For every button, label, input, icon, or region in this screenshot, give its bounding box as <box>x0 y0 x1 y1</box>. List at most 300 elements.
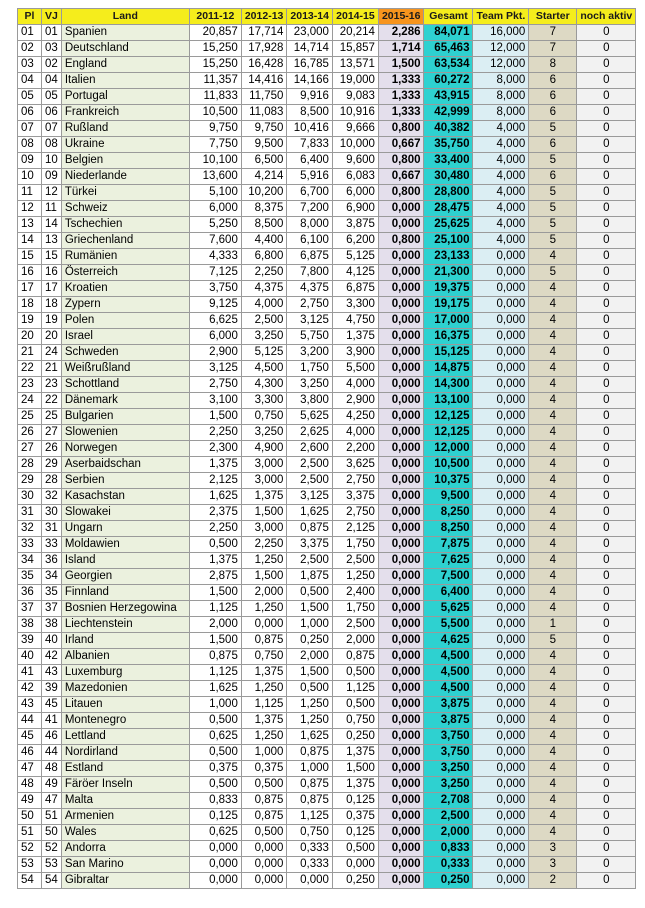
rank-cell: 40 <box>18 649 42 665</box>
table-row[interactable] <box>18 681 636 697</box>
season-2015-16-cell: 0,000 <box>378 457 424 473</box>
season-2015-16-cell: 0,000 <box>378 217 424 233</box>
total-cell: 2,708 <box>424 793 473 809</box>
total-cell: 5,500 <box>424 617 473 633</box>
rank-cell: 51 <box>18 825 42 841</box>
table-row[interactable] <box>18 553 636 569</box>
season-2011-12-cell: 15,250 <box>189 57 241 73</box>
country-cell: Rußland <box>61 121 189 137</box>
season-2015-16-cell: 0,000 <box>378 201 424 217</box>
season-2012-13-cell: 3,000 <box>241 473 287 489</box>
team-points-cell: 0,000 <box>473 761 529 777</box>
season-2013-14-cell: 2,500 <box>287 473 333 489</box>
season-2011-12-cell: 1,500 <box>189 633 241 649</box>
country-cell: Finnland <box>61 585 189 601</box>
starter-cell: 4 <box>529 585 577 601</box>
header-vj[interactable]: VJ <box>42 9 62 25</box>
prev-rank-cell: 47 <box>42 793 62 809</box>
season-2011-12-cell: 0,500 <box>189 745 241 761</box>
season-2014-15-cell: 1,500 <box>332 761 378 777</box>
season-2012-13-cell: 10,200 <box>241 185 287 201</box>
season-2012-13-cell: 0,000 <box>241 873 287 889</box>
season-2015-16-cell: 1,500 <box>378 57 424 73</box>
table-row[interactable] <box>18 873 636 889</box>
season-2012-13-cell: 1,250 <box>241 681 287 697</box>
season-2012-13-cell: 1,125 <box>241 697 287 713</box>
table-row[interactable] <box>18 121 636 137</box>
table-row[interactable] <box>18 377 636 393</box>
still-active-cell: 0 <box>577 601 636 617</box>
table-row[interactable] <box>18 297 636 313</box>
season-2014-15-cell: 3,375 <box>332 489 378 505</box>
season-2012-13-cell: 2,500 <box>241 313 287 329</box>
season-2011-12-cell: 2,125 <box>189 473 241 489</box>
country-cell: Färöer Inseln <box>61 777 189 793</box>
table-row[interactable] <box>18 425 636 441</box>
starter-cell: 5 <box>529 153 577 169</box>
season-2012-13-cell: 6,500 <box>241 153 287 169</box>
season-2011-12-cell: 0,000 <box>189 857 241 873</box>
header-noch-aktiv[interactable]: noch aktiv <box>577 9 636 25</box>
table-row[interactable] <box>18 713 636 729</box>
total-cell: 7,625 <box>424 553 473 569</box>
season-2015-16-cell: 1,333 <box>378 73 424 89</box>
season-2011-12-cell: 11,357 <box>189 73 241 89</box>
rank-cell: 45 <box>18 729 42 745</box>
season-2013-14-cell: 0,875 <box>287 777 333 793</box>
season-2011-12-cell: 6,000 <box>189 201 241 217</box>
header-starter[interactable]: Starter <box>529 9 577 25</box>
rank-cell: 16 <box>18 265 42 281</box>
table-row[interactable] <box>18 153 636 169</box>
still-active-cell: 0 <box>577 681 636 697</box>
season-2015-16-cell: 0,000 <box>378 793 424 809</box>
table-row[interactable] <box>18 73 636 89</box>
prev-rank-cell: 04 <box>42 73 62 89</box>
header-2013-14[interactable]: 2013-14 <box>287 9 333 25</box>
season-2012-13-cell: 16,428 <box>241 57 287 73</box>
season-2011-12-cell: 7,750 <box>189 137 241 153</box>
team-points-cell: 0,000 <box>473 569 529 585</box>
season-2013-14-cell: 0,875 <box>287 793 333 809</box>
still-active-cell: 0 <box>577 473 636 489</box>
season-2014-15-cell: 2,500 <box>332 617 378 633</box>
header-land[interactable]: Land <box>61 9 189 25</box>
country-cell: Bulgarien <box>61 409 189 425</box>
rank-cell: 48 <box>18 777 42 793</box>
table-row[interactable] <box>18 105 636 121</box>
still-active-cell: 0 <box>577 713 636 729</box>
country-cell: Lettland <box>61 729 189 745</box>
season-2014-15-cell: 1,375 <box>332 777 378 793</box>
total-cell: 17,000 <box>424 313 473 329</box>
rank-cell: 32 <box>18 521 42 537</box>
table-row[interactable] <box>18 329 636 345</box>
table-row[interactable] <box>18 569 636 585</box>
table-row[interactable] <box>18 825 636 841</box>
starter-cell: 4 <box>529 697 577 713</box>
season-2012-13-cell: 9,500 <box>241 137 287 153</box>
season-2015-16-cell: 0,000 <box>378 313 424 329</box>
season-2011-12-cell: 0,500 <box>189 777 241 793</box>
season-2014-15-cell: 10,916 <box>332 105 378 121</box>
table-row[interactable] <box>18 409 636 425</box>
prev-rank-cell: 01 <box>42 25 62 41</box>
season-2013-14-cell: 0,750 <box>287 825 333 841</box>
table-row[interactable] <box>18 89 636 105</box>
season-2013-14-cell: 1,625 <box>287 729 333 745</box>
country-cell: Rumänien <box>61 249 189 265</box>
season-2014-15-cell: 3,900 <box>332 345 378 361</box>
total-cell: 2,500 <box>424 809 473 825</box>
header-gesamt[interactable]: Gesamt <box>424 9 473 25</box>
table-row[interactable] <box>18 601 636 617</box>
season-2011-12-cell: 1,125 <box>189 601 241 617</box>
season-2014-15-cell: 0,250 <box>332 729 378 745</box>
table-row[interactable] <box>18 585 636 601</box>
rank-cell: 34 <box>18 553 42 569</box>
season-2015-16-cell: 0,000 <box>378 777 424 793</box>
prev-rank-cell: 38 <box>42 617 62 633</box>
table-row[interactable] <box>18 217 636 233</box>
table-row[interactable] <box>18 633 636 649</box>
still-active-cell: 0 <box>577 697 636 713</box>
table-row[interactable] <box>18 137 636 153</box>
still-active-cell: 0 <box>577 361 636 377</box>
starter-cell: 5 <box>529 217 577 233</box>
total-cell: 40,382 <box>424 121 473 137</box>
table-row[interactable] <box>18 617 636 633</box>
table-row[interactable] <box>18 809 636 825</box>
season-2013-14-cell: 3,800 <box>287 393 333 409</box>
season-2011-12-cell: 0,500 <box>189 537 241 553</box>
prev-rank-cell: 19 <box>42 313 62 329</box>
still-active-cell: 0 <box>577 617 636 633</box>
rank-cell: 38 <box>18 617 42 633</box>
table-row[interactable] <box>18 729 636 745</box>
season-2012-13-cell: 0,750 <box>241 409 287 425</box>
country-cell: Deutschland <box>61 41 189 57</box>
table-row[interactable] <box>18 489 636 505</box>
season-2015-16-cell: 0,000 <box>378 505 424 521</box>
still-active-cell: 0 <box>577 25 636 41</box>
total-cell: 2,000 <box>424 825 473 841</box>
starter-cell: 4 <box>529 729 577 745</box>
table-row[interactable] <box>18 25 636 41</box>
still-active-cell: 0 <box>577 233 636 249</box>
country-cell: Österreich <box>61 265 189 281</box>
header-2015-16[interactable]: 2015-16 <box>378 9 424 25</box>
starter-cell: 4 <box>529 761 577 777</box>
still-active-cell: 0 <box>577 665 636 681</box>
total-cell: 3,875 <box>424 697 473 713</box>
still-active-cell: 0 <box>577 297 636 313</box>
season-2012-13-cell: 11,083 <box>241 105 287 121</box>
table-row[interactable] <box>18 361 636 377</box>
season-2014-15-cell: 0,875 <box>332 649 378 665</box>
team-points-cell: 0,000 <box>473 345 529 361</box>
still-active-cell: 0 <box>577 105 636 121</box>
header-2012-13[interactable]: 2012-13 <box>241 9 287 25</box>
rank-cell: 24 <box>18 393 42 409</box>
country-cell: Nordirland <box>61 745 189 761</box>
still-active-cell: 0 <box>577 585 636 601</box>
total-cell: 0,333 <box>424 857 473 873</box>
table-row[interactable] <box>18 233 636 249</box>
season-2015-16-cell: 0,000 <box>378 569 424 585</box>
season-2014-15-cell: 3,625 <box>332 457 378 473</box>
starter-cell: 5 <box>529 121 577 137</box>
starter-cell: 5 <box>529 185 577 201</box>
still-active-cell: 0 <box>577 857 636 873</box>
season-2011-12-cell: 11,833 <box>189 89 241 105</box>
still-active-cell: 0 <box>577 809 636 825</box>
prev-rank-cell: 29 <box>42 457 62 473</box>
season-2015-16-cell: 0,667 <box>378 169 424 185</box>
table-row[interactable] <box>18 345 636 361</box>
table-row[interactable] <box>18 841 636 857</box>
table-row[interactable] <box>18 281 636 297</box>
season-2015-16-cell: 0,000 <box>378 473 424 489</box>
total-cell: 9,500 <box>424 489 473 505</box>
still-active-cell: 0 <box>577 441 636 457</box>
season-2012-13-cell: 0,875 <box>241 793 287 809</box>
season-2012-13-cell: 2,000 <box>241 585 287 601</box>
country-cell: Aserbaidschan <box>61 457 189 473</box>
season-2012-13-cell: 3,250 <box>241 425 287 441</box>
season-2011-12-cell: 0,000 <box>189 841 241 857</box>
season-2011-12-cell: 10,500 <box>189 105 241 121</box>
starter-cell: 4 <box>529 601 577 617</box>
table-row[interactable] <box>18 649 636 665</box>
total-cell: 3,750 <box>424 745 473 761</box>
starter-cell: 4 <box>529 393 577 409</box>
country-cell: Armenien <box>61 809 189 825</box>
prev-rank-cell: 32 <box>42 489 62 505</box>
starter-cell: 4 <box>529 521 577 537</box>
starter-cell: 4 <box>529 569 577 585</box>
starter-cell: 4 <box>529 377 577 393</box>
season-2013-14-cell: 1,500 <box>287 601 333 617</box>
season-2011-12-cell: 5,100 <box>189 185 241 201</box>
team-points-cell: 0,000 <box>473 729 529 745</box>
country-cell: Polen <box>61 313 189 329</box>
total-cell: 12,125 <box>424 425 473 441</box>
table-row[interactable] <box>18 185 636 201</box>
season-2011-12-cell: 1,375 <box>189 457 241 473</box>
season-2015-16-cell: 0,000 <box>378 617 424 633</box>
header-team-pkt[interactable]: Team Pkt. <box>473 9 529 25</box>
starter-cell: 4 <box>529 649 577 665</box>
rank-cell: 06 <box>18 105 42 121</box>
season-2011-12-cell: 9,125 <box>189 297 241 313</box>
total-cell: 33,400 <box>424 153 473 169</box>
country-cell: Ukraine <box>61 137 189 153</box>
season-2014-15-cell: 15,857 <box>332 41 378 57</box>
country-cell: Wales <box>61 825 189 841</box>
country-cell: Island <box>61 553 189 569</box>
header-pl[interactable]: Pl <box>18 9 42 25</box>
country-cell: Luxemburg <box>61 665 189 681</box>
table-row[interactable] <box>18 745 636 761</box>
season-2011-12-cell: 1,500 <box>189 409 241 425</box>
table-row[interactable] <box>18 473 636 489</box>
prev-rank-cell: 02 <box>42 57 62 73</box>
table-body <box>18 25 636 889</box>
season-2011-12-cell: 4,333 <box>189 249 241 265</box>
season-2011-12-cell: 2,900 <box>189 345 241 361</box>
rank-cell: 37 <box>18 601 42 617</box>
still-active-cell: 0 <box>577 313 636 329</box>
team-points-cell: 4,000 <box>473 137 529 153</box>
table-row[interactable] <box>18 521 636 537</box>
season-2013-14-cell: 14,166 <box>287 73 333 89</box>
season-2015-16-cell: 0,000 <box>378 729 424 745</box>
table-row[interactable] <box>18 537 636 553</box>
team-points-cell: 0,000 <box>473 857 529 873</box>
team-points-cell: 0,000 <box>473 425 529 441</box>
table-row[interactable] <box>18 857 636 873</box>
total-cell: 60,272 <box>424 73 473 89</box>
still-active-cell: 0 <box>577 137 636 153</box>
season-2011-12-cell: 0,625 <box>189 729 241 745</box>
season-2012-13-cell: 4,900 <box>241 441 287 457</box>
table-row[interactable] <box>18 265 636 281</box>
country-cell: Moldawien <box>61 537 189 553</box>
season-2012-13-cell: 4,500 <box>241 361 287 377</box>
still-active-cell: 0 <box>577 121 636 137</box>
country-cell: Liechtenstein <box>61 617 189 633</box>
table-row[interactable] <box>18 41 636 57</box>
header-2011-12[interactable]: 2011-12 <box>189 9 241 25</box>
team-points-cell: 8,000 <box>473 105 529 121</box>
season-2013-14-cell: 1,750 <box>287 361 333 377</box>
rank-cell: 05 <box>18 89 42 105</box>
season-2015-16-cell: 0,000 <box>378 713 424 729</box>
season-2015-16-cell: 0,000 <box>378 585 424 601</box>
season-2015-16-cell: 0,000 <box>378 329 424 345</box>
season-2012-13-cell: 17,928 <box>241 41 287 57</box>
team-points-cell: 0,000 <box>473 489 529 505</box>
total-cell: 14,875 <box>424 361 473 377</box>
country-cell: Georgien <box>61 569 189 585</box>
table-row[interactable] <box>18 793 636 809</box>
season-2012-13-cell: 1,250 <box>241 729 287 745</box>
rank-cell: 27 <box>18 441 42 457</box>
country-cell: Serbien <box>61 473 189 489</box>
season-2012-13-cell: 0,875 <box>241 633 287 649</box>
starter-cell: 4 <box>529 665 577 681</box>
team-points-cell: 8,000 <box>473 73 529 89</box>
season-2015-16-cell: 0,000 <box>378 537 424 553</box>
table-row[interactable] <box>18 169 636 185</box>
table-row[interactable] <box>18 505 636 521</box>
season-2012-13-cell: 1,250 <box>241 601 287 617</box>
table-row[interactable] <box>18 393 636 409</box>
team-points-cell: 0,000 <box>473 793 529 809</box>
season-2014-15-cell: 6,900 <box>332 201 378 217</box>
still-active-cell: 0 <box>577 873 636 889</box>
still-active-cell: 0 <box>577 153 636 169</box>
still-active-cell: 0 <box>577 57 636 73</box>
total-cell: 8,250 <box>424 521 473 537</box>
starter-cell: 4 <box>529 745 577 761</box>
table-row[interactable] <box>18 761 636 777</box>
table-row[interactable] <box>18 249 636 265</box>
header-2014-15[interactable]: 2014-15 <box>332 9 378 25</box>
season-2013-14-cell: 0,250 <box>287 633 333 649</box>
rank-cell: 46 <box>18 745 42 761</box>
season-2013-14-cell: 4,375 <box>287 281 333 297</box>
season-2011-12-cell: 2,000 <box>189 617 241 633</box>
season-2015-16-cell: 1,333 <box>378 105 424 121</box>
country-cell: Estland <box>61 761 189 777</box>
season-2014-15-cell: 4,125 <box>332 265 378 281</box>
season-2014-15-cell: 2,125 <box>332 521 378 537</box>
table-row[interactable] <box>18 201 636 217</box>
season-2011-12-cell: 1,125 <box>189 665 241 681</box>
still-active-cell: 0 <box>577 521 636 537</box>
prev-rank-cell: 28 <box>42 473 62 489</box>
rank-cell: 29 <box>18 473 42 489</box>
season-2012-13-cell: 4,000 <box>241 297 287 313</box>
season-2012-13-cell: 1,250 <box>241 553 287 569</box>
country-cell: Slowakei <box>61 505 189 521</box>
season-2014-15-cell: 0,125 <box>332 793 378 809</box>
still-active-cell: 0 <box>577 729 636 745</box>
team-points-cell: 0,000 <box>473 873 529 889</box>
prev-rank-cell: 36 <box>42 553 62 569</box>
table-row[interactable] <box>18 313 636 329</box>
table-row[interactable] <box>18 57 636 73</box>
still-active-cell: 0 <box>577 777 636 793</box>
table-row[interactable] <box>18 457 636 473</box>
table-row[interactable] <box>18 665 636 681</box>
season-2013-14-cell: 3,250 <box>287 377 333 393</box>
prev-rank-cell: 34 <box>42 569 62 585</box>
prev-rank-cell: 44 <box>42 745 62 761</box>
starter-cell: 6 <box>529 105 577 121</box>
prev-rank-cell: 37 <box>42 601 62 617</box>
season-2014-15-cell: 19,000 <box>332 73 378 89</box>
season-2013-14-cell: 6,700 <box>287 185 333 201</box>
table-row[interactable] <box>18 697 636 713</box>
team-points-cell: 0,000 <box>473 265 529 281</box>
team-points-cell: 0,000 <box>473 457 529 473</box>
total-cell: 43,915 <box>424 89 473 105</box>
season-2012-13-cell: 3,300 <box>241 393 287 409</box>
rank-cell: 49 <box>18 793 42 809</box>
season-2013-14-cell: 0,875 <box>287 745 333 761</box>
season-2015-16-cell: 0,800 <box>378 153 424 169</box>
season-2013-14-cell: 10,416 <box>287 121 333 137</box>
starter-cell: 4 <box>529 281 577 297</box>
season-2015-16-cell: 0,000 <box>378 825 424 841</box>
season-2011-12-cell: 20,857 <box>189 25 241 41</box>
table-row[interactable] <box>18 441 636 457</box>
season-2014-15-cell: 1,375 <box>332 745 378 761</box>
rank-cell: 28 <box>18 457 42 473</box>
season-2014-15-cell: 2,400 <box>332 585 378 601</box>
season-2013-14-cell: 1,000 <box>287 761 333 777</box>
table-row[interactable] <box>18 777 636 793</box>
season-2013-14-cell: 6,400 <box>287 153 333 169</box>
season-2014-15-cell: 0,125 <box>332 825 378 841</box>
still-active-cell: 0 <box>577 489 636 505</box>
prev-rank-cell: 40 <box>42 633 62 649</box>
prev-rank-cell: 42 <box>42 649 62 665</box>
season-2014-15-cell: 5,125 <box>332 249 378 265</box>
